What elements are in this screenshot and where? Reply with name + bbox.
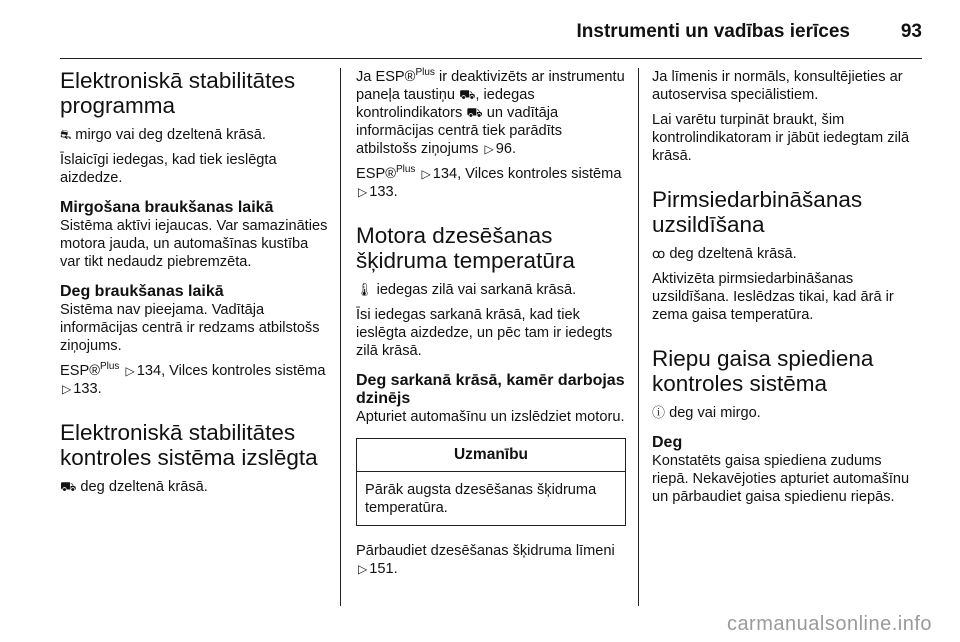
text: ir deaktivizēts ar instrumentu paneļa taustiņu [356,69,625,103]
caution-box [356,438,626,526]
caution-title: Uzmanību [357,439,625,472]
section-heading-esp: Elektroniskā stabilitātes programma [60,68,296,118]
link[interactable]: 133. [369,184,398,200]
link[interactable]: 133. [73,381,102,397]
paragraph [60,478,330,496]
caution-text: Pārāk augsta dzesēšanas šķidruma temperatūra. [365,482,597,516]
paragraph [356,281,626,299]
text: Ja ESP® [356,69,416,85]
column-1 [60,68,330,503]
superscript: Plus [415,67,435,79]
paragraph: Īslaicīgi iedegas, kad tiek ieslēgta aizdedze. [60,152,277,186]
section-heading-preheating: Pirmsiedarbināšanas uzsildīšana [652,187,863,237]
paragraph [60,126,330,144]
link[interactable]: 96. [495,141,517,157]
paragraph [356,165,626,201]
esp-off-icon: ⛟ [466,105,483,120]
header-rule [60,58,922,59]
paragraph: Ja līmenis ir normāls, konsultējieties ar autoservisa speciālistiem. [652,69,903,103]
paragraph: Lai varētu turpināt braukt, šim kontrolindikatoram ir jābūt iedegtam zilā krāsā. [652,112,910,164]
text: iedegas zilā vai sarkanā krāsā. [376,282,577,298]
paragraph: Sistēma aktīvi iejaucas. Var samazināties motora jauda, un automašīnas kustība var tikt nedaudz piebremzēta. [60,218,328,270]
superscript: Plus [99,361,120,373]
column-divider [340,68,341,606]
section-heading-esp-off: Elektroniskā stabilitātes kontroles sistēma izslēgta [60,420,318,470]
link[interactable]: 151. [369,561,398,577]
paragraph [356,542,626,578]
text: deg dzeltenā krāsā. [669,246,797,262]
reference-arrow-icon: ▷ [62,382,72,396]
section-heading-coolant: Motora dzesēšanas šķidruma temperatūra [356,223,575,273]
column-divider [638,68,639,606]
running-head: Instrumenti un vadības ierīces [576,21,850,42]
text: ESP® [356,166,396,182]
reference-arrow-icon: ▷ [358,185,368,199]
page-number: 93 [900,21,922,42]
esp-off-icon: ⛟ [60,479,77,494]
paragraph: Konstatēts gaisa spiediena zudums riepā. Nekavējoties apturiet automašīnu un pārbaudiet gaisa spiedienu riepās. [652,453,910,505]
paragraph [652,245,922,263]
paragraph: Īsi iedegas sarkanā krāsā, kad tiek ieslēgta aizdedze, un pēc tam ir iedegts zilā krāsā. [356,307,613,359]
text: mirgo vai deg dzeltenā krāsā. [75,127,266,143]
paragraph: Aktivizēta pirmsiedarbināšanas uzsildīšana. Ieslēdzas tikai, kad ārā ir zema gaisa temperatūra. [652,271,894,323]
text: deg vai mirgo. [669,405,761,421]
reference-arrow-icon: ▷ [484,142,494,156]
text: , iedegas kontrolindikators [356,87,535,121]
reference-arrow-icon: ▷ [358,562,368,576]
link[interactable]: 134, Vilces kontroles sistēma [136,363,326,379]
subheading-flashing: Mirgošana braukšanas laikā [60,199,274,216]
column-2 [356,68,626,585]
reference-paragraph [60,362,330,398]
esp-warning-icon: ⛐ [60,127,72,142]
glow-plug-icon: ꝏ [652,246,666,261]
paragraph: Sistēma nav pieejama. Vadītāja informācijas centrā ir redzams atbilstošs ziņojums. [60,302,320,354]
text: ESP® [60,363,100,379]
column-3 [652,68,922,513]
subheading-red: Deg sarkanā krāsā, kamēr darbojas dzinējs [356,372,625,407]
reference-arrow-icon: ▷ [421,167,431,181]
esp-off-icon: ⛟ [459,87,476,102]
text: Pārbaudiet dzesēšanas šķidruma līmeni [356,543,615,559]
text: un vadītāja informācijas centrā tiek parādīts atbilstošs ziņojums [356,105,563,157]
coolant-temperature-icon: 🌡 [356,282,373,297]
reference-arrow-icon: ▷ [125,364,135,378]
subheading-lit: Deg braukšanas laikā [60,283,224,300]
text: deg dzeltenā krāsā. [80,479,208,495]
watermark: carmanualsonline.info [726,613,932,635]
link[interactable]: 134, Vilces kontroles sistēma [432,166,622,182]
section-heading-tpms: Riepu gaisa spiediena kontroles sistēma [652,346,874,396]
subheading-deg: Deg [652,434,683,451]
paragraph [356,68,626,158]
page-header [60,14,922,58]
paragraph: Apturiet automašīnu un izslēdziet motoru. [356,409,625,425]
tire-pressure-icon: ⓘ [652,405,666,420]
paragraph [652,404,922,422]
superscript: Plus [395,164,416,176]
